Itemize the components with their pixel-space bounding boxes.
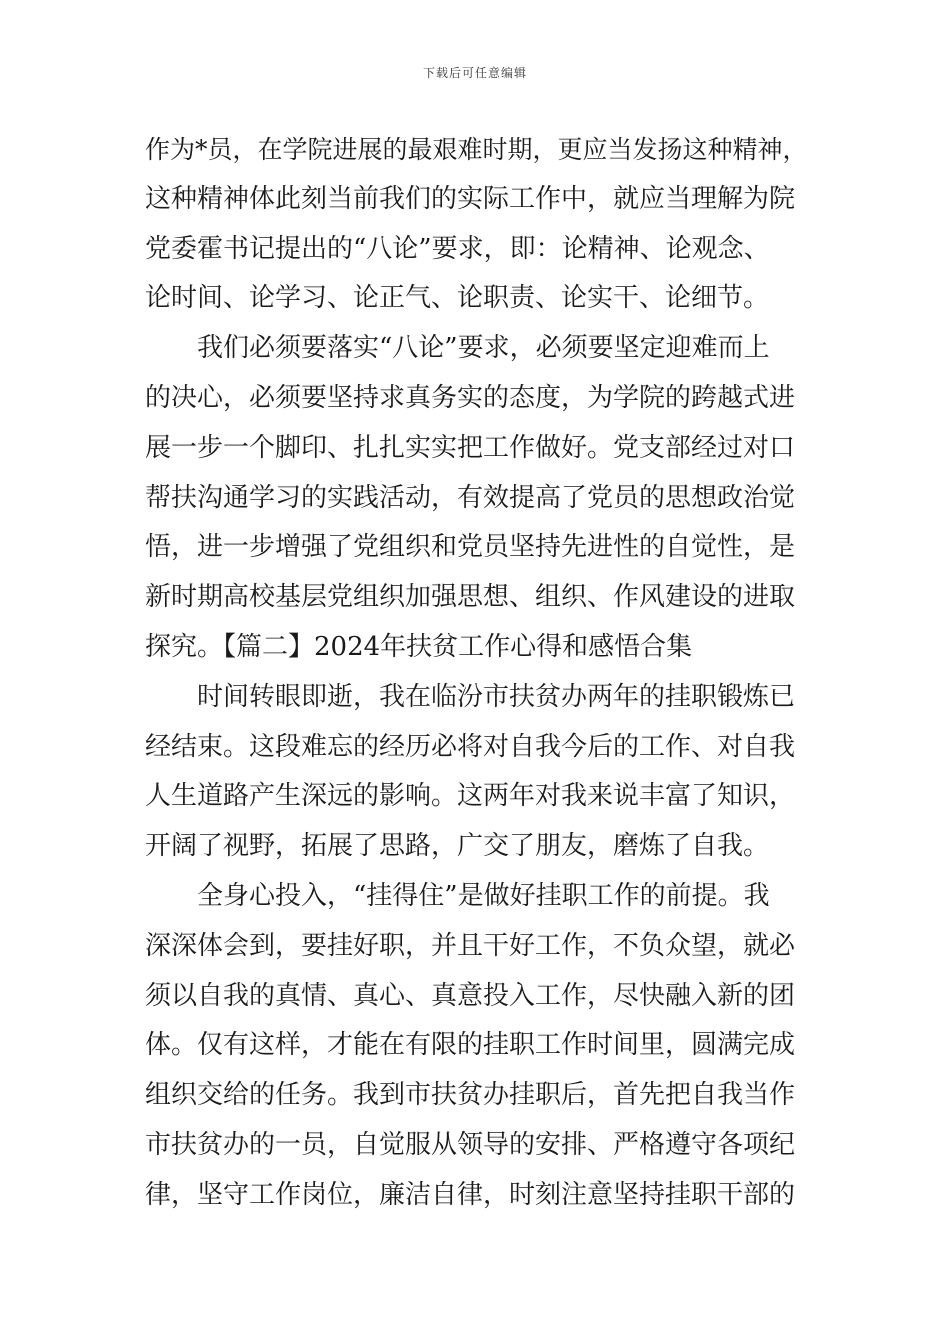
text-line: 我们必须要落实“八论”要求，必须要坚定迎难而上 (197, 333, 770, 364)
text-line: 党委霍书记提出的“八论”要求，即：论精神、论观念、 (145, 233, 770, 264)
text-line: 须以自我的真情、真心、真意投入工作，尽快融入新的团 (145, 980, 796, 1011)
text-line: 时间转眼即逝，我在临汾市扶贫办两年的挂职锻炼已 (197, 681, 796, 712)
text-line: 深深体会到，要挂好职，并且干好工作，不负众望，就必 (145, 930, 796, 961)
text-line: 人生道路产生深远的影响。这两年对我来说丰富了知识， (145, 781, 796, 812)
text-line: 作为*员，在学院进展的最艰难时期，更应当发扬这种精神， (145, 135, 808, 164)
text-line: 全身心投入，“挂得住”是做好挂职工作的前提。我 (197, 880, 770, 911)
text-line: 开阔了视野，拓展了思路，广交了朋友，磨炼了自我。 (145, 831, 770, 862)
text-line: 帮扶沟通学习的实践活动，有效提高了党员的思想政治觉 (145, 482, 796, 513)
page-header: 下载后可任意编辑 (422, 66, 527, 80)
text-line: 新时期高校基层党组织加强思想、组织、作风建设的进取 (145, 582, 796, 613)
text-line: 组织交给的任务。我到市扶贫办挂职后，首先把自我当作 (145, 1080, 796, 1111)
text-line: 的决心，必须要坚持求真务实的态度，为学院的跨越式进 (145, 382, 796, 413)
text-line: 这种精神体此刻当前我们的实际工作中，就应当理解为院 (145, 183, 796, 214)
text-line: 律，坚守工作岗位，廉洁自律，时刻注意坚持挂职干部的 (145, 1179, 796, 1210)
text-line: 市扶贫办的一员，自觉服从领导的安排、严格遵守各项纪 (145, 1129, 796, 1160)
text-line: 经结束。这段难忘的经历必将对自我今后的工作、对自我 (145, 731, 796, 762)
text-line: 体。仅有这样，才能在有限的挂职工作时间里，圆满完成 (145, 1030, 796, 1061)
text-line: 展一步一个脚印、扎扎实实把工作做好。党支部经过对口 (145, 432, 796, 463)
document-body (145, 125, 810, 1221)
text-line: 探究。【篇二】2024年扶贫工作心得和感悟合集 (145, 631, 693, 662)
text-line: 悟，进一步增强了党组织和党员坚持先进性的自觉性，是 (145, 532, 796, 563)
text-line: 论时间、论学习、论正气、论职责、论实干、论细节。 (145, 283, 770, 314)
